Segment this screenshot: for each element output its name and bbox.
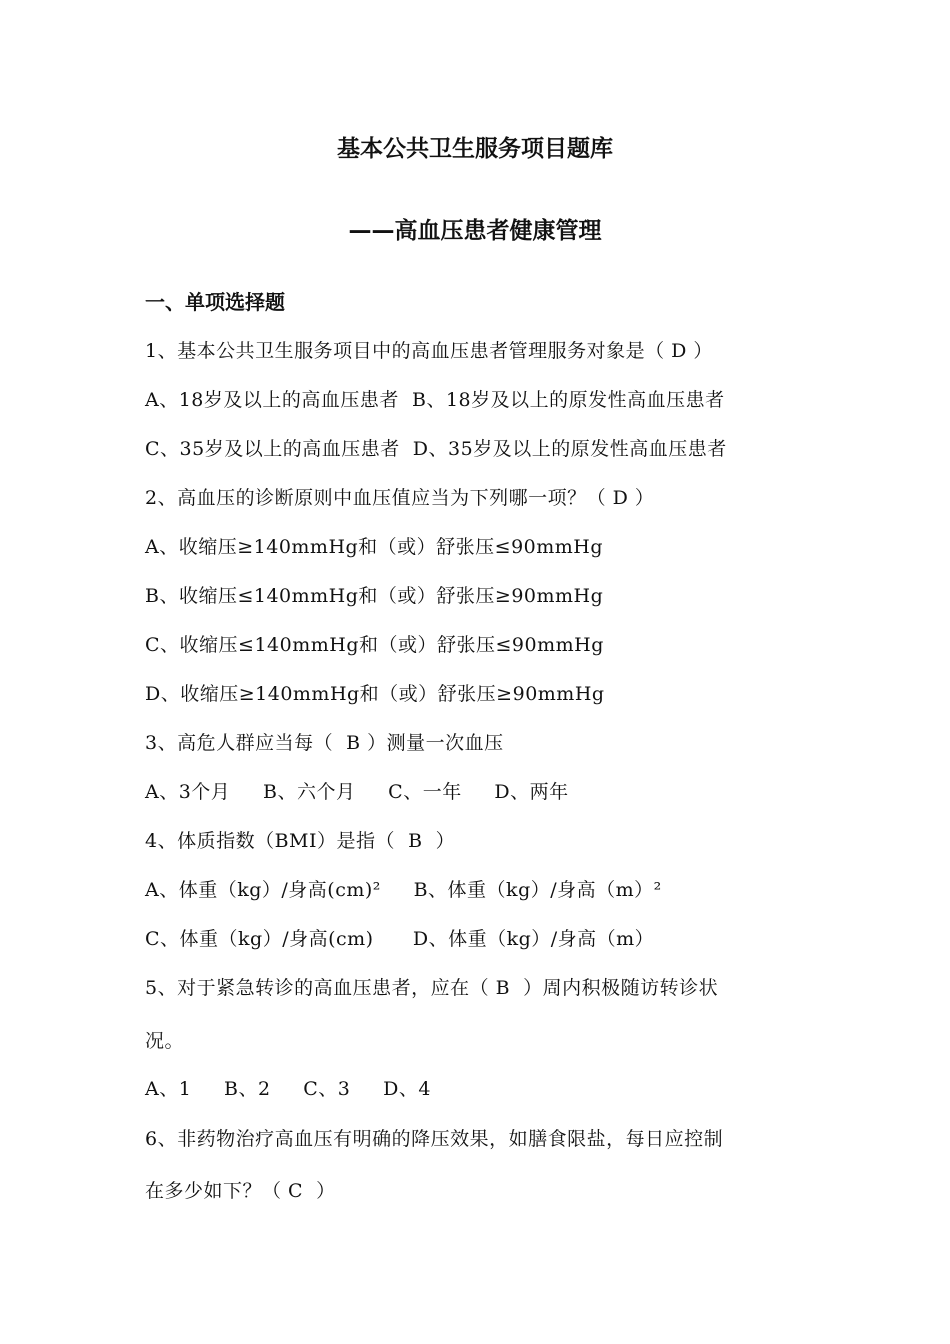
option-line: D、收缩压≥140mmHg和（或）舒张压≥90mmHg — [145, 683, 605, 705]
question-line: 5、对于紧急转诊的高血压患者，应在（ B ）周内积极随访转诊状 — [145, 977, 719, 999]
section-heading: 一、单项选择题 — [145, 290, 285, 314]
option-line: C、35岁及以上的高血压患者 D、35岁及以上的原发性高血压患者 — [145, 438, 727, 460]
option-line: A、18岁及以上的高血压患者 B、18岁及以上的原发性高血压患者 — [145, 389, 725, 411]
question-line: 4、体质指数（BMI）是指（ B ） — [145, 830, 456, 852]
option-line: B、收缩压≤140mmHg和（或）舒张压≥90mmHg — [145, 585, 604, 607]
question-line: 3、高危人群应当每（ B ）测量一次血压 — [145, 732, 504, 754]
option-line: A、3个月 B、六个月 C、一年 D、两年 — [145, 781, 569, 803]
option-line: C、收缩压≤140mmHg和（或）舒张压≤90mmHg — [145, 634, 604, 656]
question-line-continued: 在多少如下？（ C ） — [145, 1180, 336, 1202]
option-line: A、1 B、2 C、3 D、4 — [145, 1078, 431, 1100]
question-line: 2、高血压的诊断原则中血压值应当为下列哪一项？（ D ） — [145, 487, 655, 509]
document-title: 基本公共卫生服务项目题库 — [337, 136, 613, 162]
option-line: A、收缩压≥140mmHg和（或）舒张压≤90mmHg — [145, 536, 604, 558]
option-line: A、体重（kg）/身高(cm)² B、体重（kg）/身高（m）² — [145, 879, 662, 901]
option-line: C、体重（kg）/身高(cm) D、体重（kg）/身高（m） — [145, 928, 655, 950]
question-line: 6、非药物治疗高血压有明确的降压效果，如膳食限盐，每日应控制 — [145, 1128, 724, 1150]
document-subtitle: ——高血压患者健康管理 — [348, 218, 602, 244]
question-line: 1、基本公共卫生服务项目中的高血压患者管理服务对象是（ D ） — [145, 340, 713, 362]
question-line-continued: 况。 — [145, 1030, 185, 1052]
